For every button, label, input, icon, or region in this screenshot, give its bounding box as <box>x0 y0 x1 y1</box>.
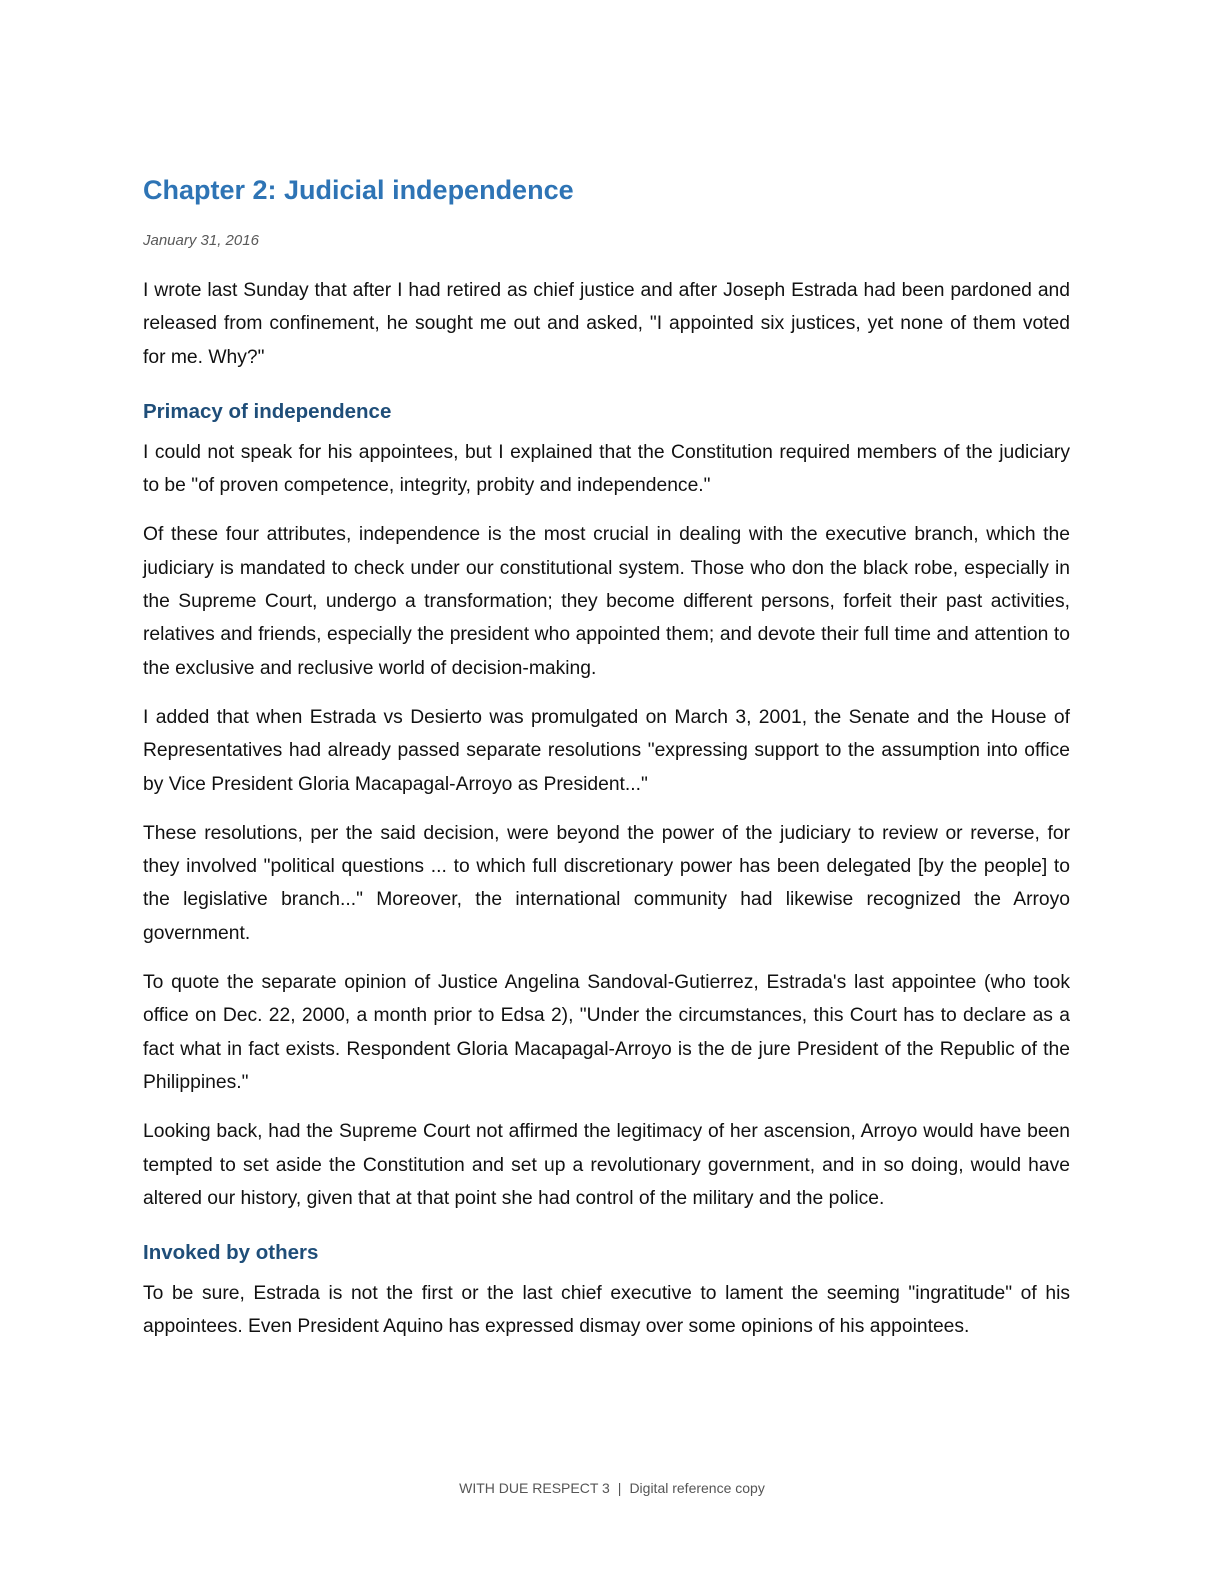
paragraph-ingratitude: To be sure, Estrada is not the first or the last chief executive to lament the seeming "ingratitude" of his appointees. Even President Aquino has expressed dismay over some opinions of his appointees. <box>143 1283 1070 1338</box>
page-footer <box>0 1478 1224 1498</box>
section-heading-primacy: Primacy of independence <box>143 399 392 423</box>
document-page <box>143 168 1070 1344</box>
chapter-title: Chapter 2: Judicial independence <box>143 175 574 205</box>
footer-book-page: WITH DUE RESPECT 3 <box>459 1480 610 1496</box>
publication-date: January 31, 2016 <box>143 232 259 249</box>
paragraph-estrada-vs-desierto: I added that when Estrada vs Desierto was promulgated on March 3, 2001, the Senate and the House of Representatives had already passed separate resolutions "expressing support to the assumption into office by Vice President Gloria Macapagal-Arroyo as President..." <box>143 706 1070 795</box>
footer-separator: | <box>617 1480 622 1496</box>
paragraph-looking-back: Looking back, had the Supreme Court not affirmed the legitimacy of her ascension, Arroyo would have been tempted to set aside the Constitution and set up a revolutionary government, and in so doing, would have altered our history, given that at that point she had control of the military and the police. <box>143 1121 1070 1209</box>
section-heading-invoked: Invoked by others <box>143 1241 319 1265</box>
paragraph-intro: I wrote last Sunday that after I had retired as chief justice and after Joseph Estrada had been pardoned and released from confinement, he sought me out and asked, "I appointed six justices, yet none of them voted for me. Why?" <box>143 280 1070 368</box>
footer-copy-note: Digital reference copy <box>629 1480 765 1496</box>
paragraph-separate-opinion: To quote the separate opinion of Justice Angelina Sandoval-Gutierrez, Estrada's last appointee (who took office on Dec. 22, 2000, a month prior to Edsa 2), "Under the circumstances, this Court has to declare as a fact what in fact exists. Respondent Gloria Macapagal-Arroyo is the de jure President of the Republic of the Philippines." <box>143 972 1070 1093</box>
paragraph-resolutions: These resolutions, per the said decision, were beyond the power of the judiciary to review or reverse, for they involved "political questions ... to which full discretionary power has been delegated [by the people] to the legislative branch..." Moreover, the international community had likewise recognized the Arroyo government. <box>143 822 1070 944</box>
paragraph-attributes: Of these four attributes, independence is the most crucial in dealing with the executive branch, which the judiciary is mandated to check under our constitutional system. Those who don the black robe, especially in the Supreme Court, undergo a transformation; they become different persons, forfeit their past activities, relatives and friends, especially the president who appointed them; and devote their full time and attention to the exclusive and reclusive world of decision-making. <box>143 524 1070 679</box>
paragraph-constitution: I could not speak for his appointees, but I explained that the Constitution required members of the judiciary to be "of proven competence, integrity, probity and independence." <box>143 441 1070 497</box>
